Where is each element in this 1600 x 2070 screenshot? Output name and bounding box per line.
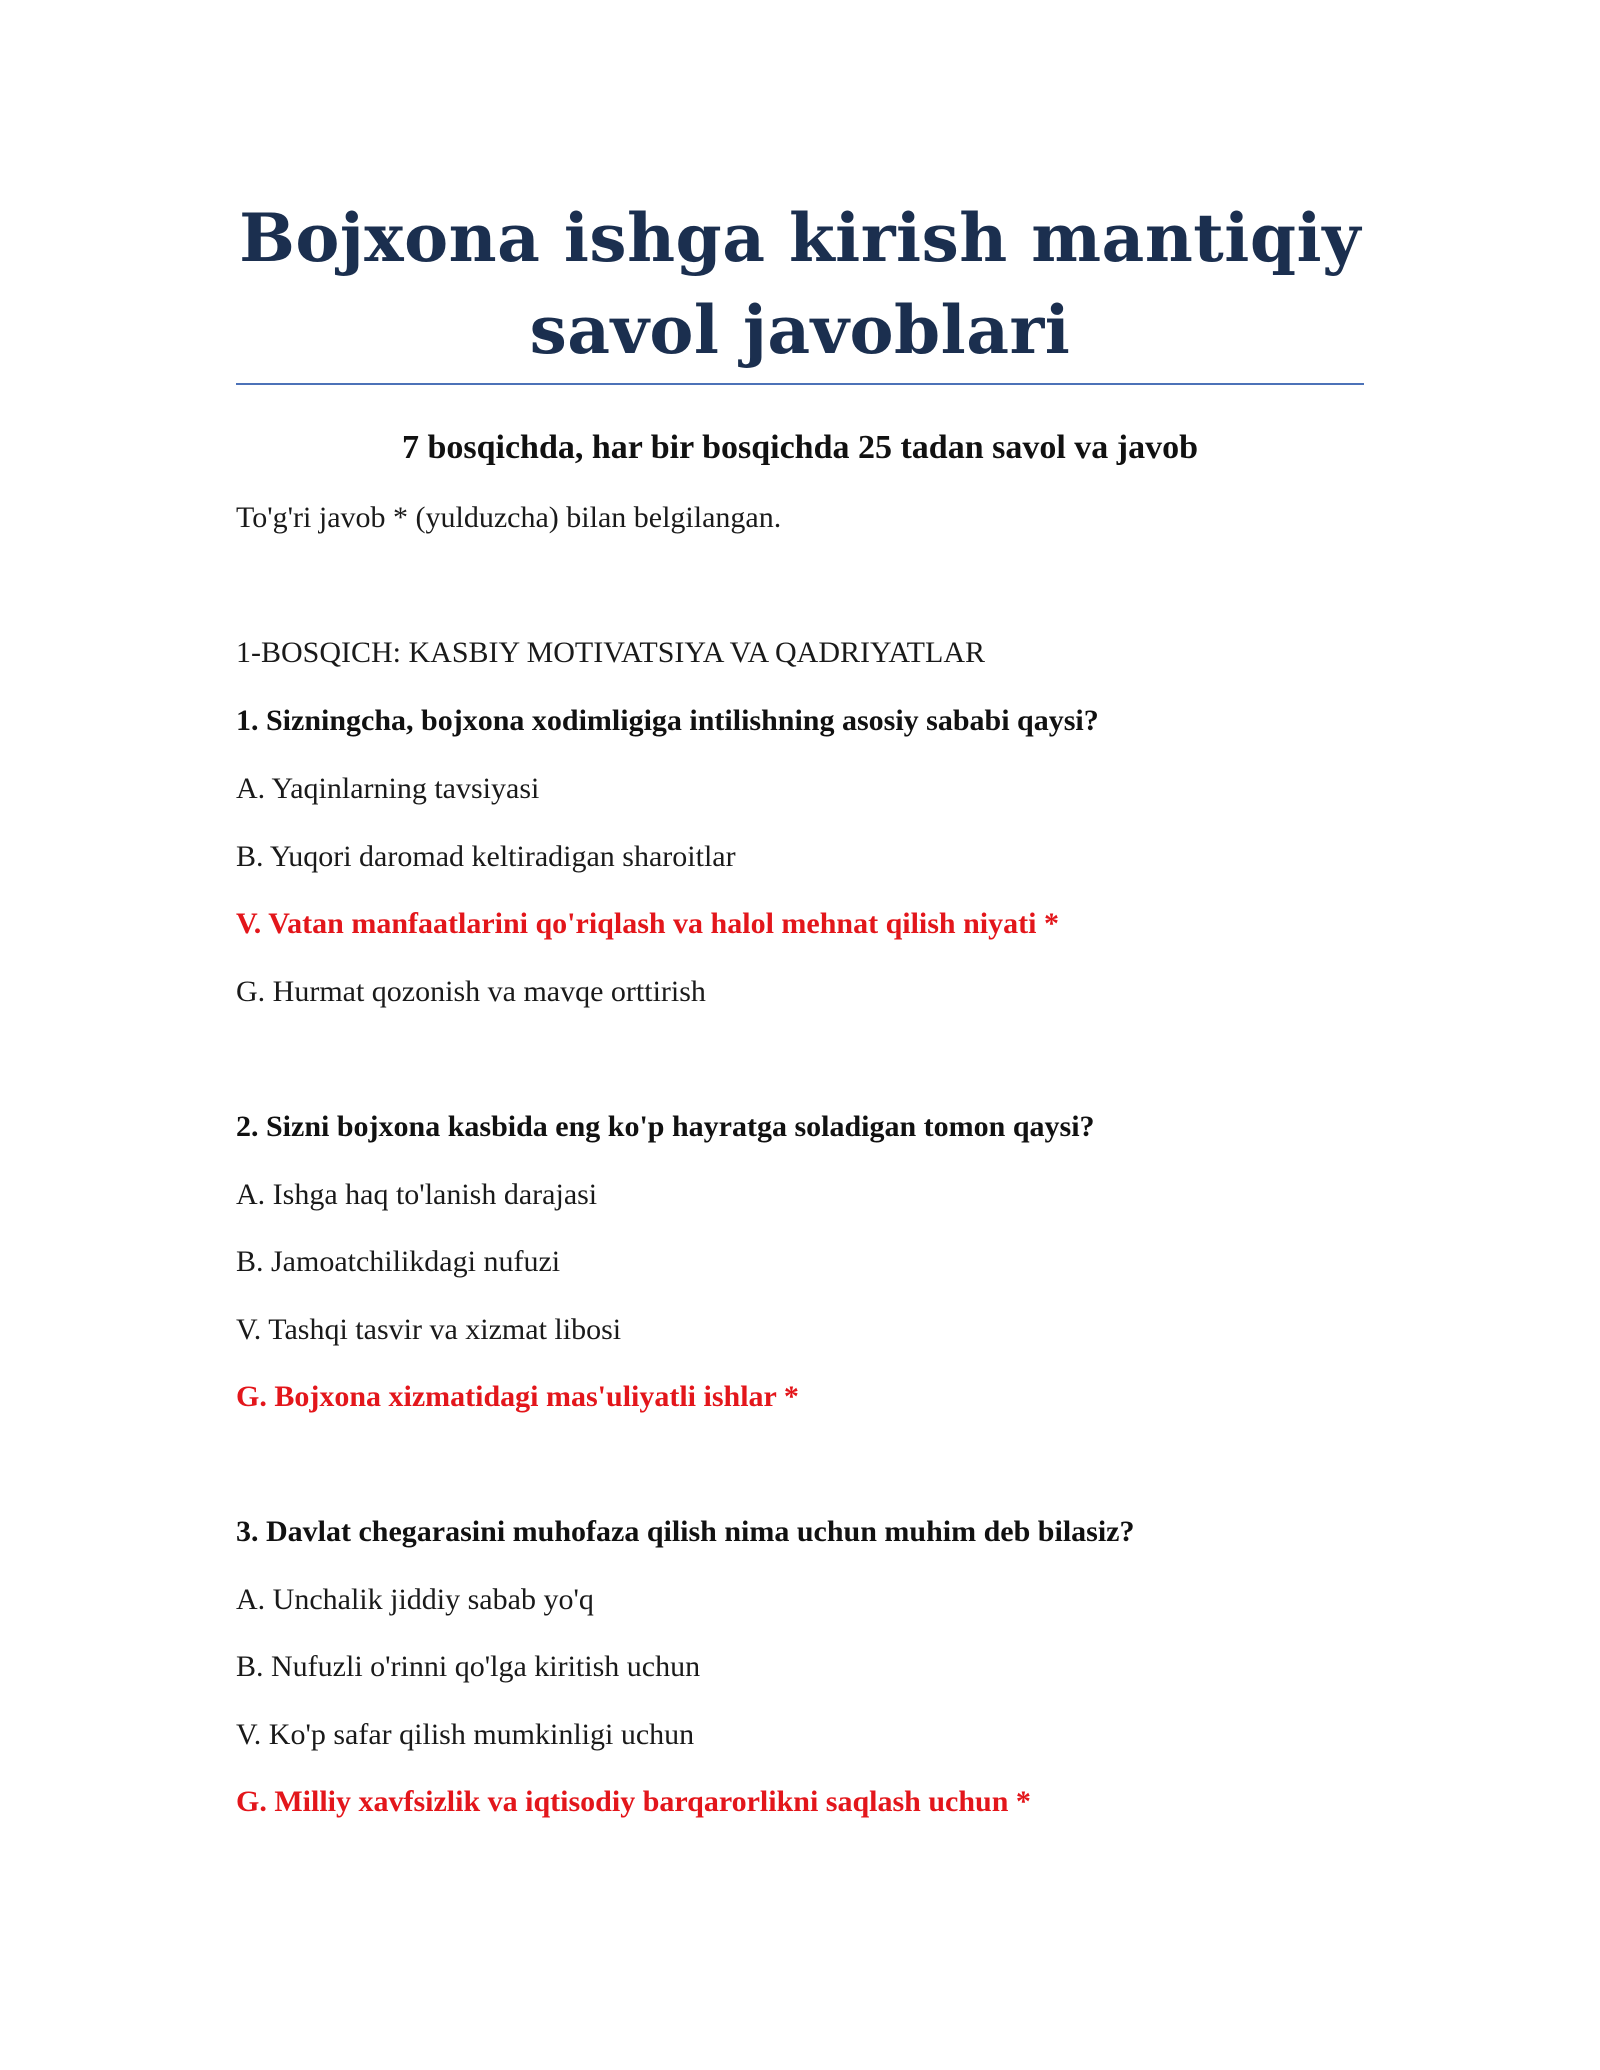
question-1-option-v-correct: V. Vatan manfaatlarini qo'riqlash va halol mehnat qilish niyati * xyxy=(236,907,1059,940)
title-divider xyxy=(236,383,1364,385)
question-3-option-g-correct: G. Milliy xavfsizlik va iqtisodiy barqarorlikni saqlash uchun * xyxy=(236,1785,1031,1818)
question-1-option-a: A. Yaqinlarning tavsiyasi xyxy=(236,772,540,805)
question-3: 3. Davlat chegarasini muhofaza qilish nima uchun muhim deb bilasiz? xyxy=(236,1515,1135,1548)
question-1-option-g: G. Hurmat qozonish va mavqe orttirish xyxy=(236,975,706,1008)
question-2-option-a: A. Ishga haq to'lanish darajasi xyxy=(236,1178,598,1211)
question-1-option-b: B. Yuqori daromad keltiradigan sharoitlar xyxy=(236,840,736,873)
question-1: 1. Sizningcha, bojxona xodimligiga intilishning asosiy sababi qaysi? xyxy=(236,704,1099,737)
question-3-option-v: V. Ko'p safar qilish mumkinligi uchun xyxy=(236,1718,695,1751)
document-subtitle: 7 bosqichda, har bir bosqichda 25 tadan savol va javob xyxy=(401,429,1199,466)
question-2-option-g-correct: G. Bojxona xizmatidagi mas'uliyatli ishlar * xyxy=(236,1380,799,1413)
question-2-option-b: B. Jamoatchilikdagi nufuzi xyxy=(236,1245,561,1278)
question-2: 2. Sizni bojxona kasbida eng ko'p hayratga soladigan tomon qaysi? xyxy=(236,1110,1095,1143)
question-3-option-a: A. Unchalik jiddiy sabab yo'q xyxy=(236,1583,594,1616)
document-title: Bojxona ishga kirish mantiqiy savol javoblari xyxy=(239,199,1361,369)
answer-key-note: To'g'ri javob * (yulduzcha) bilan belgilangan. xyxy=(236,501,782,534)
question-3-option-b: B. Nufuzli o'rinni qo'lga kiritish uchun xyxy=(236,1650,701,1683)
question-2-option-v: V. Tashqi tasvir va xizmat libosi xyxy=(236,1313,622,1346)
section-heading: 1-BOSQICH: KASBIY MOTIVATSIYA VA QADRIYATLAR xyxy=(236,636,985,669)
